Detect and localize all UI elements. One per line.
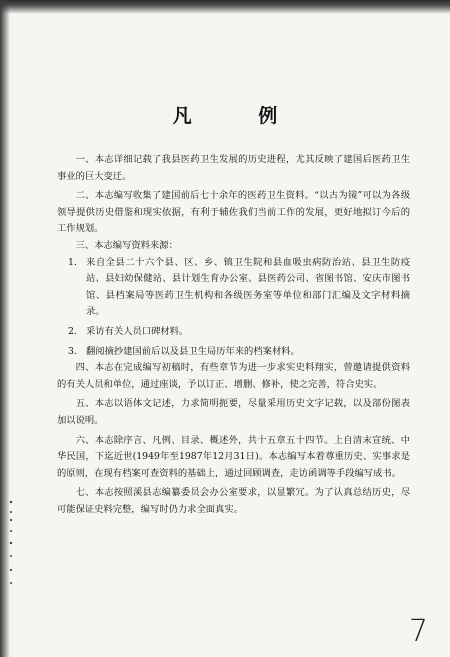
scan-edge-top <box>0 0 450 14</box>
paragraph-7: 七、本志按照溪县志编纂委员会办公室要求，以显繁冗。为了认真总结历史，尽可能保证史料完整，编写时仍力求全面真实。 <box>57 487 410 515</box>
list-item-number: 1. <box>68 256 77 268</box>
page-title: 凡 例 <box>172 105 308 127</box>
binding-holes <box>8 498 14 588</box>
document-body <box>57 152 410 518</box>
paragraph-5: 五、本志以语体文记述，力求简明扼要，尽量采用历史文字记载，以及部份图表加以说明。 <box>57 398 410 426</box>
list-item <box>57 324 410 341</box>
list-item <box>57 344 410 361</box>
page-number: 7 <box>408 614 428 649</box>
list-item-text: 翻阅摘抄建国前后以及县卫生局历年来的档案材料。 <box>86 345 300 357</box>
list-item-number: 3. <box>68 345 77 357</box>
list-item-text: 采访有关人员口碑材料。 <box>86 325 189 337</box>
paragraph-4: 四、本志在完成编写初稿时，有些章节为进一步求实史料翔实，曾邀请提供资料的有关人员和单位，通过座谈，予以订正、增删、修补，使之完善，符合史实。 <box>57 362 410 390</box>
list-item <box>57 255 410 321</box>
list-item-text: 来自全县二十六个县、区、乡、镇卫生院和县血吸虫病防治站、县卫生防疫站、县妇幼保健站、县计划生育办公室、县医药公司、省图书馆、安庆市图书馆、县档案局等医药卫生机构和各级医务室等单位和部门汇编及文字材料摘录。 <box>86 256 410 318</box>
paragraph-1: 一、本志详细记载了我县医药卫生发展的历史进程，尤其反映了建国后医药卫生事业的巨大变迁。 <box>57 154 410 182</box>
paragraph-2: 二、本志编写收集了建国前后七十余年的医药卫生资料。“以古为镜”可以为各级领导提供历史借鉴和现实依据，有利于辅佐我们当前工作的发展，更好地拟订今后的工作规划。 <box>57 190 410 235</box>
paragraph-3: 三、本志编写资料来源： <box>75 239 178 251</box>
paragraph-6: 六、本志除序言、凡例、目录、概述外，共十五章五十四节。上自清末宣统、中华民国，下迄近世(1949年至1987年12月31日)。本志编写本着尊重历史、实事求是的原则，在现有档案可查资料的基础上，通过回顾调查，走访函调等手段编写成书。 <box>57 434 410 479</box>
list-item-number: 2. <box>68 325 77 337</box>
